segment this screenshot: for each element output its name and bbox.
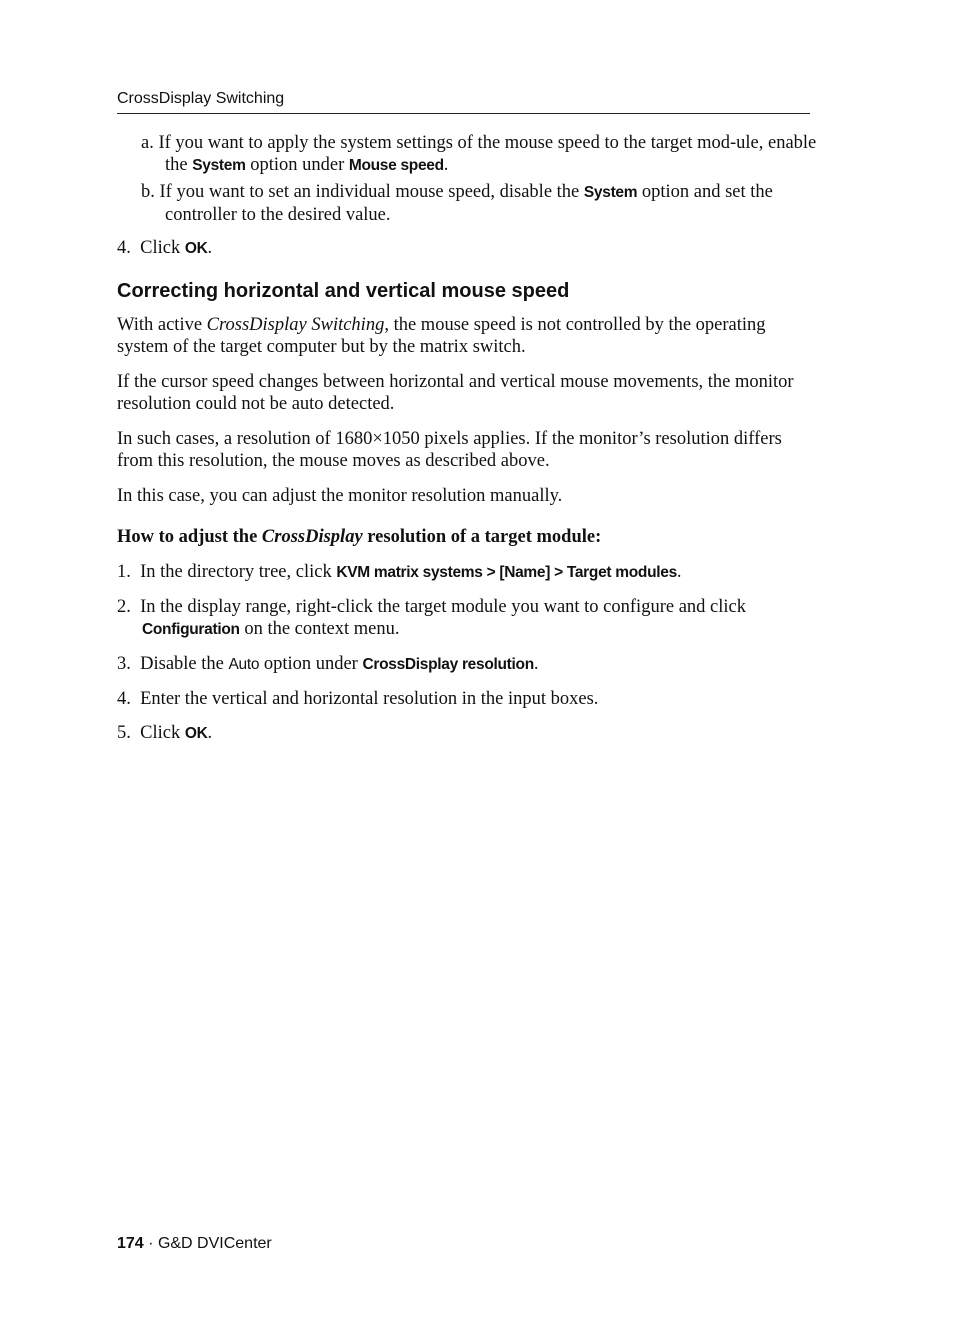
- step-4: 4. Enter the vertical and horizontal resolution in the input boxes.: [117, 689, 599, 709]
- step-marker: 4.: [117, 689, 131, 709]
- ui-label-ok: OK: [184, 240, 208, 257]
- step-marker: 5.: [117, 723, 131, 743]
- step-1: 1. In the directory tree, click KVM matrix systems > [Name] > Target modules.: [117, 562, 682, 582]
- ui-label-configuration: Configuration: [142, 621, 240, 638]
- emphasis-crossdisplay-switching: CrossDisplay Switching: [206, 315, 385, 335]
- ui-label-system: System: [583, 184, 638, 201]
- step-3: 3. Disable the Auto option under CrossDisplay resolution.: [117, 654, 539, 674]
- ui-label-menu-path: KVM matrix systems > [Name] > Target modules: [336, 564, 677, 581]
- step-5: 5. Click OK.: [117, 723, 213, 743]
- footer-separator: ·: [148, 1235, 154, 1252]
- substep-marker: a.: [141, 133, 154, 153]
- paragraph-2: If the cursor speed changes between horizontal and vertical mouse movements, the monitor resolution could not be auto detected.: [117, 372, 794, 414]
- step-marker: 1.: [117, 562, 131, 582]
- ui-label-auto: Auto: [228, 656, 260, 673]
- ui-label-crossdisplay-resolution: CrossDisplay resolution: [362, 656, 534, 673]
- substep-b: b. If you want to set an individual mouse speed, disable the System option and set the controller to the desired value.: [141, 182, 773, 225]
- step-marker: 4.: [117, 238, 131, 258]
- ui-label-mouse-speed: Mouse speed: [348, 157, 444, 174]
- step-marker: 3.: [117, 654, 131, 674]
- ui-label-ok: OK: [184, 725, 208, 742]
- paragraph-3: In such cases, a resolution of 1680×1050 pixels applies. If the monitor’s resolution differs from this resolution, the mouse moves as described above.: [117, 429, 782, 471]
- section-heading: Correcting horizontal and vertical mouse speed: [117, 280, 570, 302]
- step-marker: 2.: [117, 597, 131, 617]
- emphasis-crossdisplay: CrossDisplay: [261, 527, 363, 547]
- step-2: 2. In the display range, right-click the target module you want to configure and click Configuration on the context menu.: [117, 597, 746, 639]
- substep-a: a. If you want to apply the system settings of the mouse speed to the target mod-ule, enable the System option under Mouse speed.: [141, 133, 817, 175]
- ui-label-system: System: [192, 157, 246, 174]
- paragraph-1: With active CrossDisplay Switching, the mouse speed is not controlled by the operating system of the target computer but by the matrix switch.: [117, 315, 766, 357]
- step-4-click-ok: 4. Click OK.: [117, 238, 213, 258]
- howto-heading: How to adjust the CrossDisplay resolution of a target module:: [117, 527, 602, 547]
- substep-marker: b.: [141, 182, 155, 202]
- running-header: [117, 89, 810, 114]
- header-title: CrossDisplay Switching: [117, 90, 285, 107]
- footer-product: G&D DVICenter: [157, 1235, 272, 1252]
- page-number: 174: [117, 1235, 144, 1252]
- page-footer: [117, 1234, 272, 1254]
- paragraph-4: In this case, you can adjust the monitor resolution manually.: [117, 486, 563, 506]
